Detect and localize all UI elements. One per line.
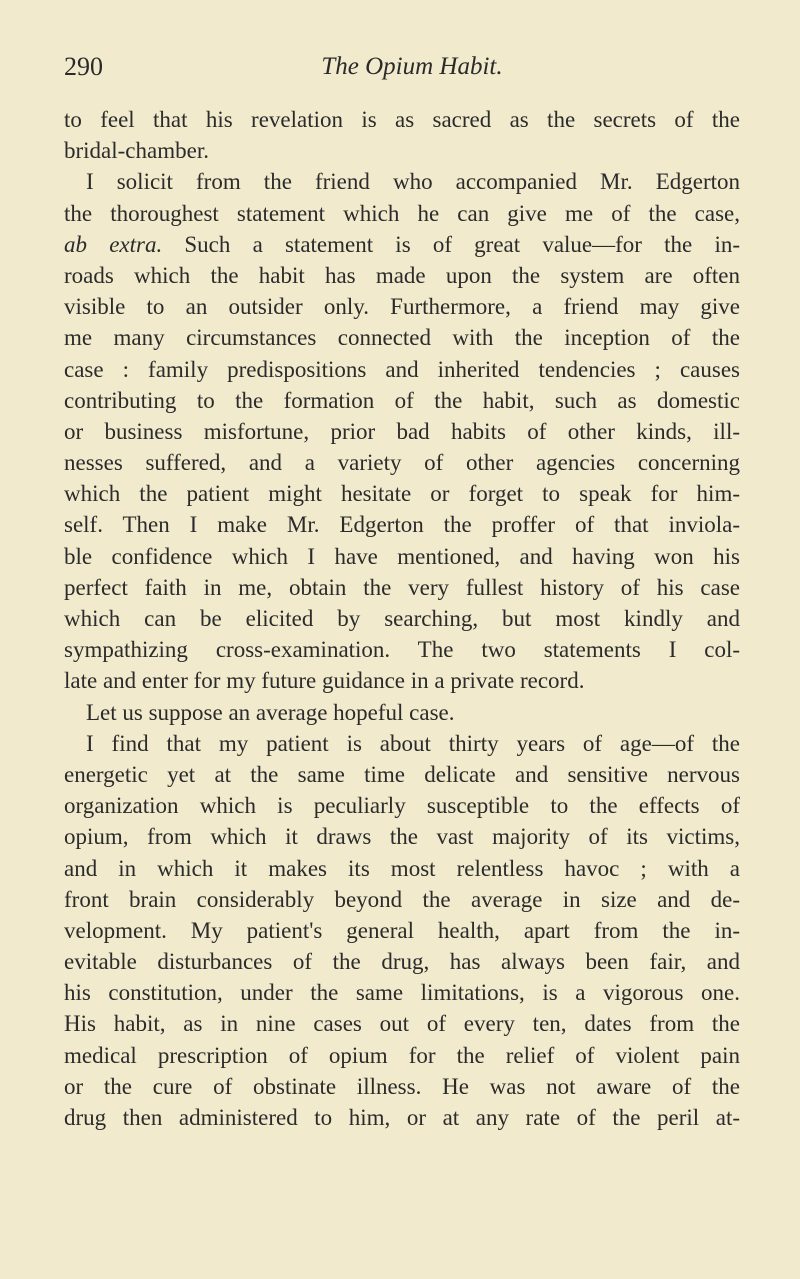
text-line: opium, from which it draws the vast majority of its victims,	[64, 824, 740, 850]
text-line: His habit, as in nine cases out of every ten, dates from the	[64, 1011, 740, 1037]
text-line: I solicit from the friend who accompanied Mr. Edgerton	[86, 169, 740, 195]
text-line: or the cure of obstinate illness. He was not aware of the	[64, 1073, 740, 1099]
text-line: ab extra. Such a statement is of great value—for the in-	[64, 231, 740, 257]
text-line: evitable disturbances of the drug, has always been fair, and	[64, 949, 740, 975]
text-line: the thoroughest statement which he can give me of the case,	[64, 200, 740, 226]
text-line: ble confidence which I have mentioned, and having won his	[64, 543, 740, 569]
text-line: late and enter for my future guidance in a private record.	[64, 668, 585, 694]
text-line: to feel that his revelation is as sacred as the secrets of the	[64, 107, 740, 132]
text-line: bridal-chamber.	[64, 138, 209, 164]
text-line: his constitution, under the same limitations, is a vigorous one.	[64, 980, 740, 1006]
body-text	[64, 104, 740, 1133]
text-line: roads which the habit has made upon the system are often	[64, 262, 740, 288]
text-line: Let us suppose an average hopeful case.	[86, 699, 455, 725]
text-line: nesses suffered, and a variety of other agencies concerning	[64, 450, 740, 476]
text-line: or business misfortune, prior bad habits of other kinds, ill-	[64, 418, 740, 444]
text-line: energetic yet at the same time delicate and sensitive nervous	[64, 761, 740, 787]
text-line: velopment. My patient's general health, apart from the in-	[64, 917, 740, 943]
text-line: which the patient might hesitate or forget to speak for him-	[64, 481, 740, 507]
text-line: visible to an outsider only. Furthermore, a friend may give	[64, 294, 740, 320]
text-line: which can be elicited by searching, but most kindly and	[64, 606, 740, 631]
text-line: case : family predispositions and inherited tendencies ; causes	[64, 356, 740, 382]
italic-phrase: ab extra.	[64, 231, 163, 257]
text-line: and in which it makes its most relentless havoc ; with a	[64, 855, 740, 881]
page-number: 290	[64, 52, 103, 81]
text-line: me many circumstances connected with the inception of the	[64, 325, 740, 351]
text-line: I find that my patient is about thirty years of age—of the	[86, 730, 740, 756]
text-line: front brain considerably beyond the average in size and de-	[64, 886, 740, 912]
text-line: self. Then I make Mr. Edgerton the proffer of that inviola-	[64, 512, 740, 538]
text-line: drug then administered to him, or at any rate of the peril at-	[64, 1105, 740, 1130]
text-line: sympathizing cross-examination. The two statements I col-	[64, 637, 740, 663]
text-line: medical prescription of opium for the relief of violent pain	[64, 1042, 740, 1068]
text-line: perfect faith in me, obtain the very fullest history of his case	[64, 574, 740, 600]
text-line: contributing to the formation of the habit, such as domestic	[64, 387, 740, 413]
running-head	[64, 50, 744, 84]
running-title: The Opium Habit.	[321, 53, 503, 80]
text-line: organization which is peculiarly susceptible to the effects of	[64, 793, 740, 819]
